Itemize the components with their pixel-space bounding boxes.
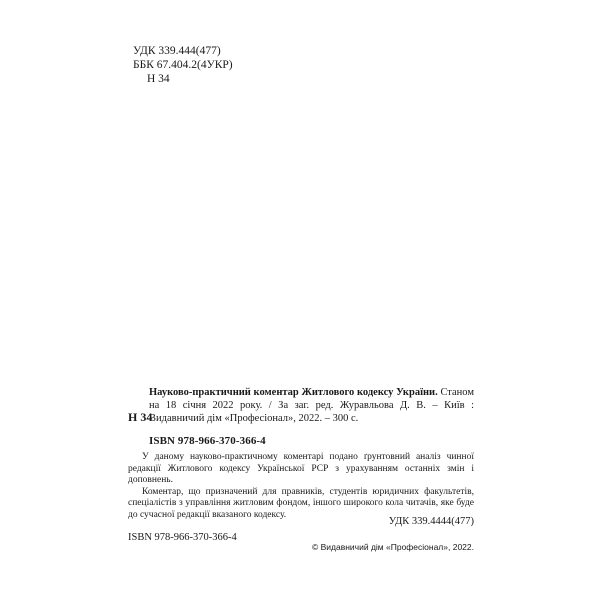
author-mark: Н 34 — [147, 73, 170, 85]
cip-title: Науково-практичний коментар Житлового кодексу України. — [149, 387, 438, 398]
cip-description — [149, 386, 474, 425]
copyright-notice: © Видавничий дім «Професіонал», 2022. — [311, 542, 474, 552]
bbk-code: ББК 67.404.2(4УКР) — [133, 59, 233, 71]
annotation — [128, 452, 474, 521]
annotation-paragraph: У даному науково-практичному коментарі подано ґрунтовний аналіз чинної редакції Житлового кодексу Української РСР з урахуванням останніх змін і доповнень. — [128, 452, 474, 485]
cip-author-mark: Н 34 — [128, 410, 153, 424]
cip-details: Станом на 18 січня 2022 року. / За заг. ред. Журавльова Д. В. – Київ : Видавничий дім «Професіонал», 2022. – 300 с. — [149, 387, 474, 424]
cip-isbn: ISBN 978-966-370-366-4 — [149, 435, 266, 447]
cip-record — [128, 386, 474, 447]
classification-block — [133, 44, 233, 86]
footer-isbn: ISBN 978-966-370-366-4 — [128, 532, 237, 543]
udc-code: УДК 339.444(477) — [133, 45, 221, 57]
annotation-paragraph: Коментар, що призначений для правників, студентів юридичних факультетів, спеціалістів з управління житловим фондом, іншого широкого кола читачів, яке буде до сучасної редакції вказаного кодексу. — [128, 486, 474, 520]
footer-udc: УДК 339.4444(477) — [388, 516, 474, 527]
